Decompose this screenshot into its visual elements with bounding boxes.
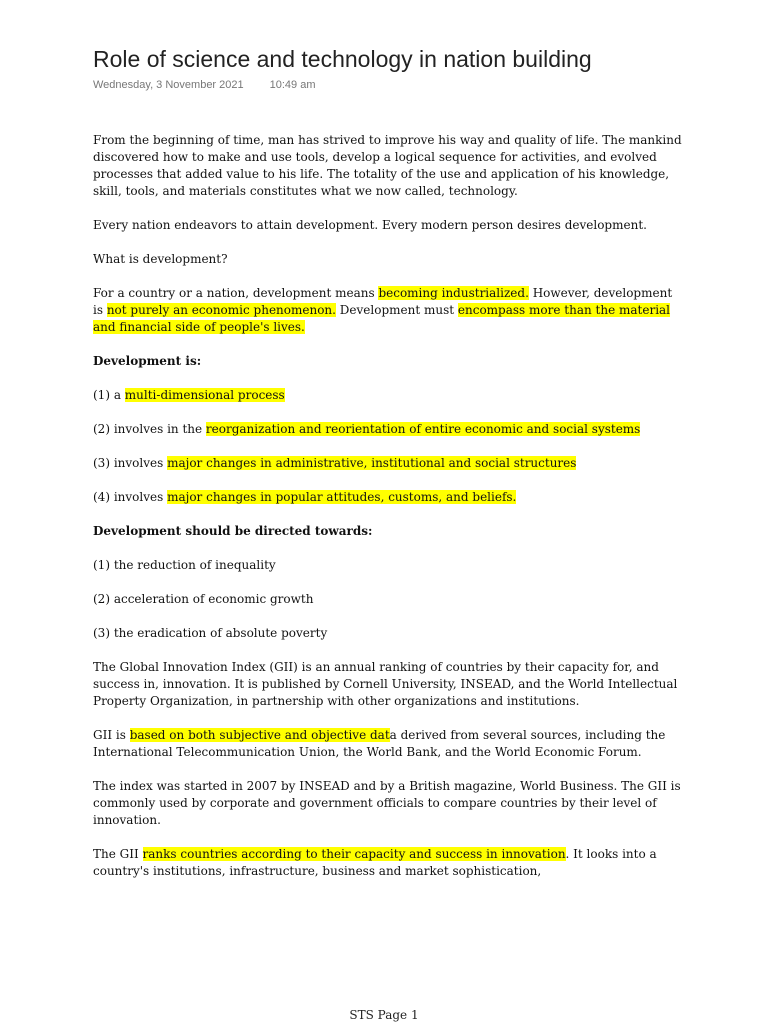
paragraph-gii: The Global Innovation Index (GII) is an annual ranking of countries by their capacity for, and success in, innovation. It is published by Cornell University, INSEAD, and the World Intellectual Property Organization, in partnership with other organizations and institutions.	[93, 660, 678, 708]
paragraph-question: What is development?	[93, 252, 228, 266]
text-run: GII is	[93, 728, 130, 742]
text-run: However, development is	[93, 286, 673, 317]
page-meta	[93, 78, 316, 92]
highlight-industrialized: becoming industrialized.	[378, 286, 529, 300]
list-item	[93, 489, 683, 506]
list-item: (3) the eradication of absolute poverty	[93, 626, 328, 640]
note-body	[93, 132, 683, 897]
highlight-item: major changes in popular attitudes, customs, and beliefs.	[167, 490, 517, 504]
highlight-ranks: ranks countries according to their capacity and success in innovation	[142, 847, 566, 861]
highlight-item: multi-dimensional process	[124, 388, 285, 402]
text-run: . It looks into a country's institutions, infrastructure, business and market sophistication,	[93, 847, 657, 878]
list-item: (1) the reduction of inequality	[93, 558, 276, 572]
paragraph-intro: From the beginning of time, man has strived to improve his way and quality of life. The mankind discovered how to make and use tools, develop a logical sequence for activities, and evolved processes that added value to his life. The totality of the use and application of his knowledge, skill, tools, and materials constitutes what we now called, technology.	[93, 133, 682, 198]
text-run: (4) involves	[93, 490, 168, 504]
text-run: The GII	[93, 847, 143, 861]
text-run: For a country or a nation, development means	[93, 286, 379, 300]
text-run: (3) involves	[93, 456, 168, 470]
meta-date: Wednesday, 3 November 2021	[93, 79, 244, 91]
highlight-economic: not purely an economic phenomenon.	[106, 303, 336, 317]
text-run: (1) a	[93, 388, 125, 402]
page-footer: STS Page 1	[349, 1008, 419, 1022]
list-item	[93, 387, 683, 404]
highlight-item: reorganization and reorientation of entire economic and social systems	[205, 422, 641, 436]
meta-time: 10:49 am	[269, 79, 316, 91]
text-run: a derived from several sources, including the International Telecommunication Union, the World Bank, and the World Economic Forum.	[93, 728, 666, 759]
list-item: (2) acceleration of economic growth	[93, 592, 314, 606]
highlight-item: major changes in administrative, institutional and social structures	[167, 456, 577, 470]
list-item	[93, 421, 683, 438]
heading-directed-towards: Development should be directed towards:	[93, 524, 373, 538]
page-title: Role of science and technology in nation building	[93, 46, 592, 72]
paragraph-definition	[93, 285, 683, 336]
highlight-data: based on both subjective and objective dat	[129, 728, 390, 742]
paragraph-gii-data	[93, 727, 683, 761]
paragraph-index-history: The index was started in 2007 by INSEAD and by a British magazine, World Business. The GII is commonly used by corporate and government officials to compare countries by their level of innovation.	[93, 779, 681, 827]
paragraph-gii-ranks	[93, 846, 683, 880]
paragraph-nation: Every nation endeavors to attain development. Every modern person desires development.	[93, 218, 647, 232]
text-run: (2) involves in the	[93, 422, 206, 436]
highlight-encompass: encompass more than the material and financial side of people's lives.	[93, 303, 671, 334]
text-run: Development must	[335, 303, 458, 317]
heading-development-is: Development is:	[93, 354, 202, 368]
list-item	[93, 455, 683, 472]
